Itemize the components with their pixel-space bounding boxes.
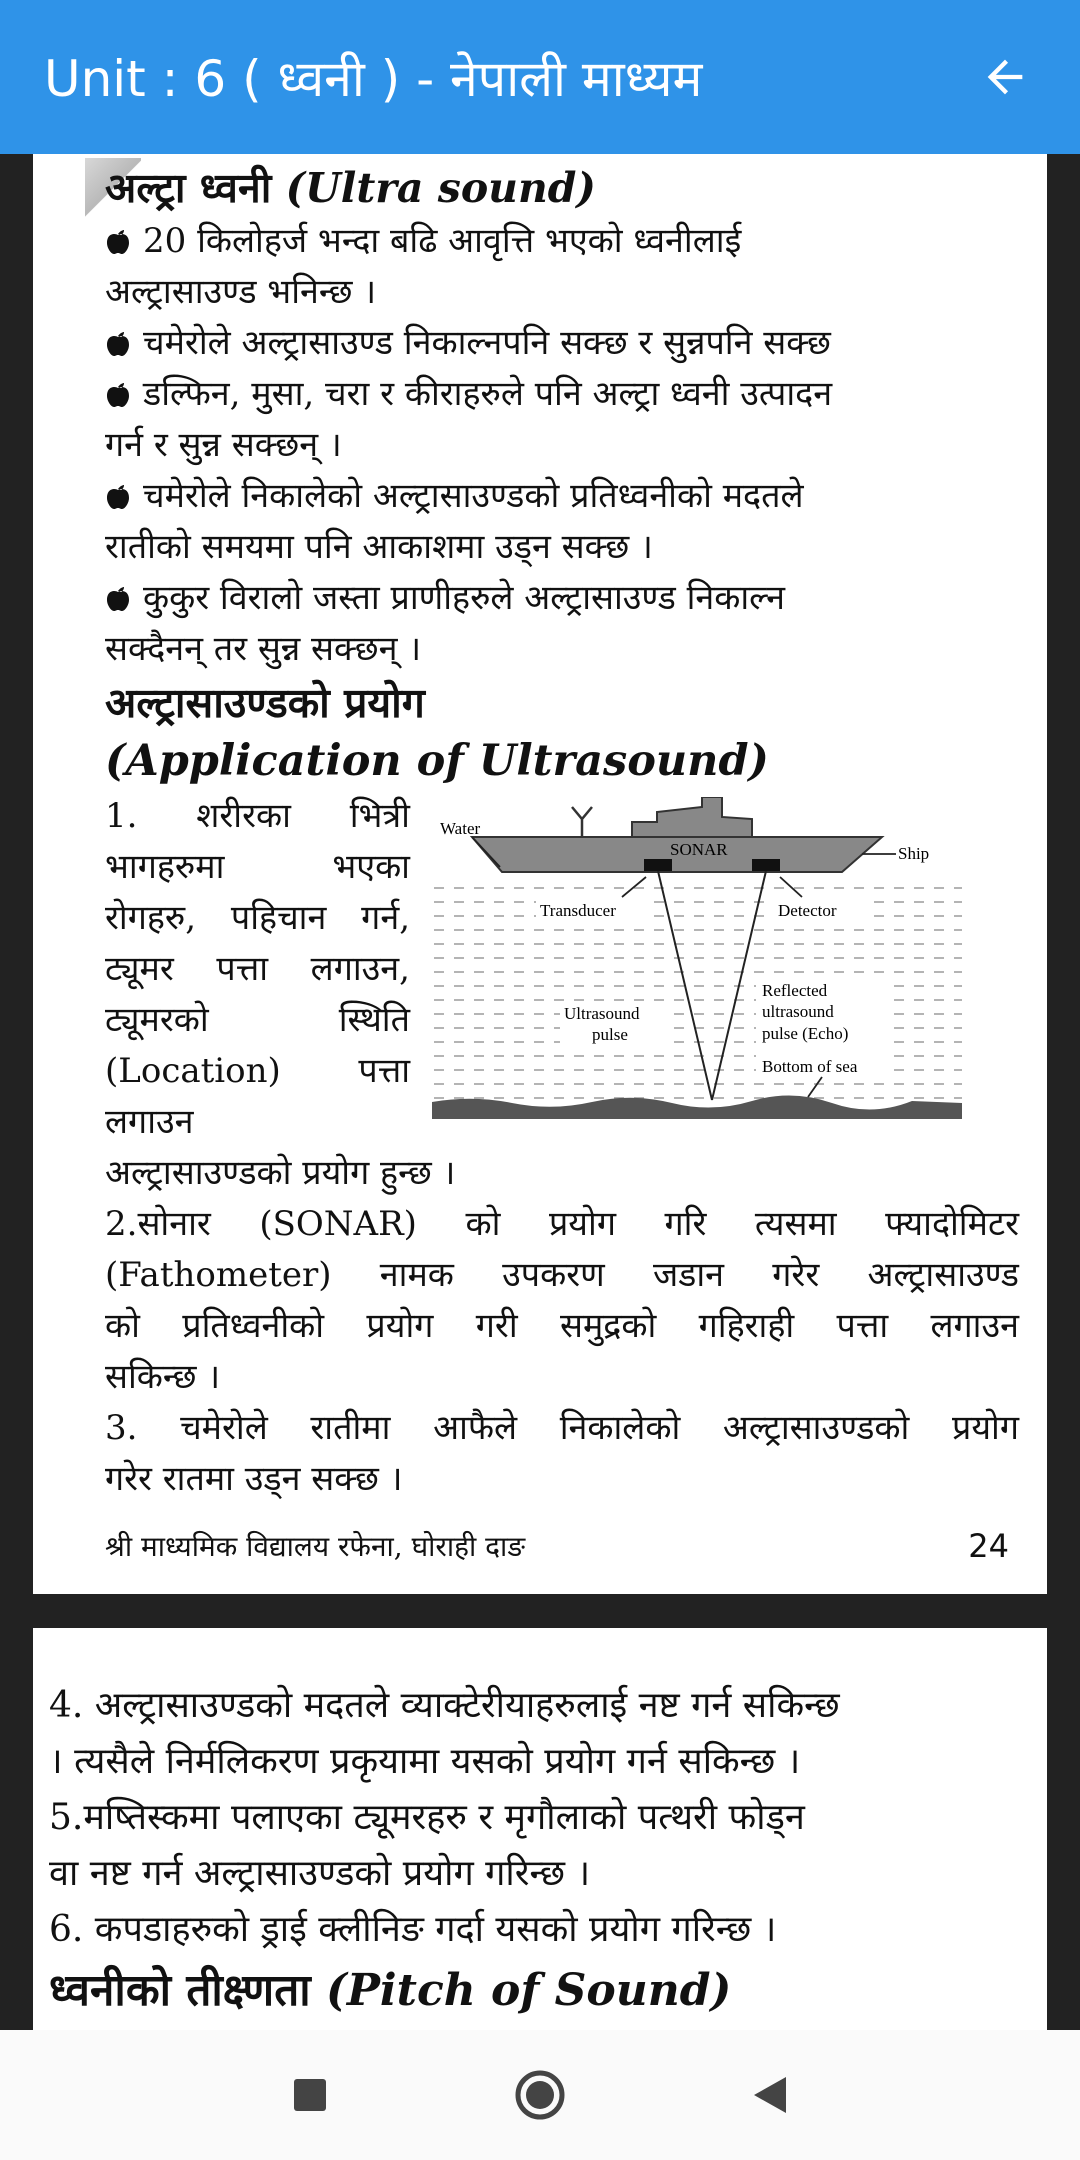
nav-back-button[interactable] — [740, 2065, 800, 2125]
sonar-label: SONAR — [670, 840, 728, 859]
ship-label: Ship — [898, 844, 930, 863]
application-heading-np: अल्ट्रासाउण्डको प्रयोग — [105, 679, 425, 727]
application-2: 2.सोनार (SONAR) को प्रयोग गरि त्यसमा फ्यादोमिटर (Fathometer) नामक उपकरण जडान गरेर अल्ट्रासाउण्ड को प्रतिध्वनीको प्रयोग गरी समुद्रको गहिराही पत्ता लगाउन सकिन्छ । — [105, 1204, 1019, 1397]
bullet-item: चमेरोले अल्ट्रासाउण्ड निकाल्नपनि सक्छ र सुन्नपनि सक्छ — [105, 318, 1047, 369]
ultrasound-pulse-label-1: Ultrasound — [564, 1004, 640, 1023]
water-label: Water — [440, 819, 481, 838]
page2-line: । त्यसैले निर्मलिकरण प्रकृयामा यसको प्रयोग गर्न सकिन्छ । — [49, 1741, 801, 1782]
apple-bullet-icon — [105, 584, 131, 612]
bullet-item: चमेरोले निकालेको अल्ट्रासाउण्डको प्रतिध्वनीको मदतले रातीको समयमा पनि आकाशमा उड्न सक्छ । — [105, 476, 804, 567]
application-3: 3. चमेरोले रातीमा आफैले निकालेको अल्ट्रासाउण्डको प्रयोग गरेर रातमा उड्न सक्छ । — [105, 1408, 1019, 1499]
school-name: श्री माध्यमिक विद्यालय रफेना, घोराही दाङ — [105, 1530, 526, 1563]
page-footer — [105, 1527, 1009, 1565]
ultrasound-pulse-label-2: pulse — [592, 1025, 628, 1044]
triangle-back-icon — [752, 2075, 788, 2115]
application-1 — [105, 791, 1019, 1148]
back-button[interactable] — [970, 42, 1040, 112]
transducer-block — [644, 859, 672, 871]
apple-bullet-icon — [105, 227, 131, 255]
sonar-diagram — [432, 797, 962, 1127]
transducer-label: Transducer — [540, 901, 616, 920]
apple-bullet-icon — [105, 329, 131, 357]
detector-label: Detector — [778, 901, 837, 920]
ship-mast — [572, 807, 592, 837]
bullet-item: डल्फिन, मुसा, चरा र कीराहरुले पनि अल्ट्रा ध्वनी उत्पादन गर्न र सुन्न सक्छन् । — [105, 374, 833, 465]
ultrasound-heading — [105, 160, 1047, 216]
page2-line: 4. अल्ट्रासाउण्डको मदतले व्याक्टेरीयाहरुलाई नष्ट गर्न सकिन्छ — [49, 1685, 840, 1726]
page-number: 24 — [968, 1527, 1009, 1565]
page2-line: वा नष्ट गर्न अल्ट्रासाउण्डको प्रयोग गरिन्छ । — [49, 1853, 591, 1894]
arrow-left-icon — [979, 51, 1031, 103]
apple-bullet-icon — [105, 380, 131, 408]
recents-button[interactable] — [280, 2065, 340, 2125]
pdf-page-24 — [33, 154, 1047, 1594]
home-button[interactable] — [510, 2065, 570, 2125]
pitch-heading: ध्वनीको तीक्ष्णता (Pitch of Sound) — [49, 1965, 732, 2016]
application-1-tail: अल्ट्रासाउण्डको प्रयोग हुन्छ । — [105, 1153, 456, 1193]
page2-line: 5.मष्तिस्कमा पलाएका ट्यूमरहरु र मृगौलाको पत्थरी फोड्न — [49, 1797, 805, 1838]
square-icon — [293, 2078, 327, 2112]
heading-en: (Ultra sound) — [285, 164, 596, 212]
circle-icon — [514, 2069, 566, 2121]
bottom-of-sea-label: Bottom of sea — [762, 1057, 858, 1076]
ship-superstructure — [632, 797, 752, 837]
pdf-page-25 — [33, 1628, 1047, 2030]
page-title: Unit : 6 ( ध्वनी ) - नेपाली माध्यम — [44, 50, 703, 108]
application-1-text: 1. शरीरका भित्री भागहरुमा भएका रोगहरु, पहिचान गर्न, ट्यूमर पत्ता लगाउन, ट्यूमरको स्थिति (Location) पत्ता लगाउन — [105, 796, 410, 1142]
pdf-reader[interactable] — [0, 154, 1080, 2030]
detector-block — [752, 859, 780, 871]
reflected-label-1: Reflected — [762, 981, 828, 1000]
reflected-label-3: pulse (Echo) — [762, 1024, 849, 1043]
reflected-label-2: ultrasound — [762, 1002, 834, 1021]
application-heading-en: (Application of Ultrasound) — [105, 736, 769, 786]
bullet-item: 20 किलोहर्ज भन्दा बढि आवृत्ति भएको ध्वनीलाई अल्ट्रासाउण्ड भनिन्छ । — [105, 221, 742, 312]
heading-np: अल्ट्रा ध्वनी — [105, 164, 272, 212]
system-nav-bar — [0, 2030, 1080, 2160]
bullet-list — [105, 216, 1047, 675]
bullet-item: कुकुर विरालो जस्ता प्राणीहरुले अल्ट्रासाउण्ड निकाल्न सक्दैनन् तर सुन्न सक्छन् । — [105, 578, 786, 669]
apple-bullet-icon — [105, 482, 131, 510]
page2-line: 6. कपडाहरुको ड्राई क्लीनिङ गर्दा यसको प्रयोग गरिन्छ । — [49, 1909, 777, 1950]
app-bar — [0, 0, 1080, 154]
